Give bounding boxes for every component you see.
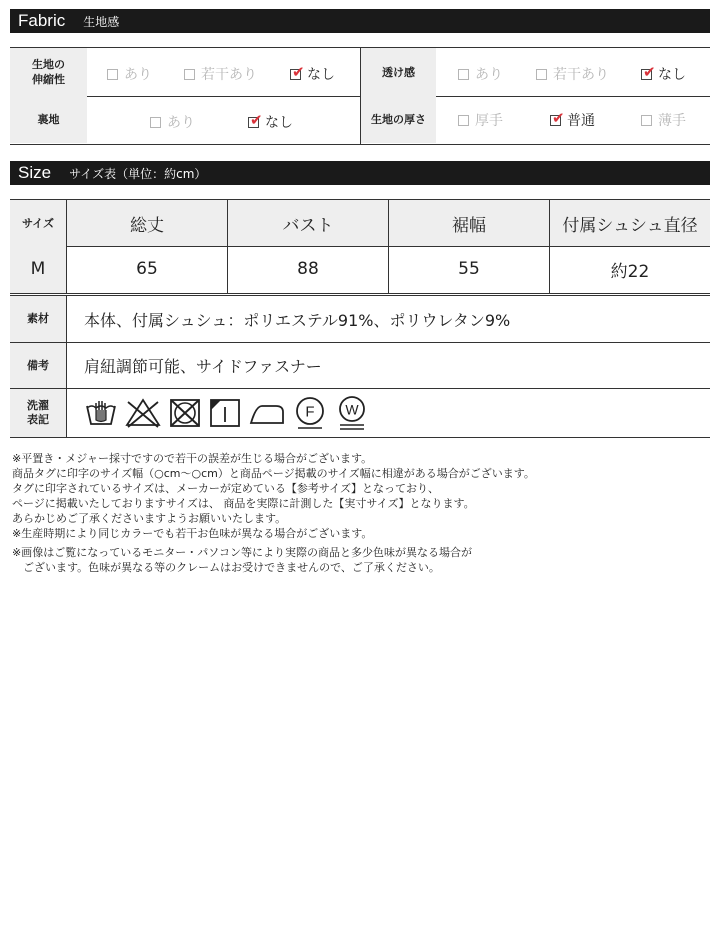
fabric-header-en: Fabric (18, 11, 66, 30)
dry-clean-f-icon (292, 395, 328, 431)
fabric-section-header (10, 9, 710, 33)
note-line: ございます。色味が異なる等のクレームはお受けできませんので、ご了承ください。 (12, 561, 440, 574)
drip-dry-shade-icon (208, 396, 242, 430)
stretch-option-ari: あり (107, 64, 152, 84)
fabric-row-1 (10, 48, 710, 97)
notes-row (10, 343, 710, 389)
material-value: 本体、付属シュシュ：ポリエステル91%、ポリウレタン9% (84, 310, 511, 330)
sheer-label: 透け感 (361, 48, 436, 96)
checkbox-checked-icon (550, 108, 565, 127)
stretch-label: 生地の 伸縮性 (10, 48, 87, 96)
hand-wash-icon (84, 396, 118, 430)
care-icons (67, 389, 710, 437)
checkmark-icon: ✔ (643, 62, 656, 81)
thickness-label: 生地の厚さ (361, 96, 436, 143)
notes-block (12, 451, 535, 575)
lining-option-nashi: ✔ なし (250, 110, 293, 131)
fabric-row-2 (10, 96, 710, 143)
stretch-option-slight: 若干あり (184, 64, 257, 84)
scrunchie-diameter-cell: 約22 (610, 261, 650, 282)
checkbox-icon (458, 115, 469, 126)
note-line: ページに掲載いたしておりますサイズは、 商品を実際に計測した【実寸サイズ】となります。 (12, 497, 475, 510)
checkmark-icon: ✔ (250, 110, 263, 129)
thickness-option-normal: ✔ 普通 (552, 108, 595, 129)
note-line: タグに印字されているサイズは、メーカーが定めている【参考サイズ】となっており、 (12, 482, 440, 495)
table-row (10, 245, 710, 294)
svg-text:W: W (345, 401, 359, 418)
note-line: ※生産時期により同じカラーでも若干お色味が異なる場合がございます。 (12, 527, 373, 540)
stretch-option-nashi: ✔ なし (292, 62, 335, 83)
column-header-size: サイズ (10, 200, 67, 246)
thickness-option-thick: 厚手 (458, 110, 503, 130)
sheer-option-ari: あり (458, 64, 503, 84)
size-table-header (10, 199, 710, 247)
sheer-option-nashi: ✔ なし (643, 62, 686, 83)
care-label: 洗濯 表記 (10, 389, 67, 437)
wet-clean-w-icon (334, 395, 370, 431)
checkbox-icon (458, 69, 469, 80)
note-line: 商品タグに印字のサイズ幅（○cm～○cm）と商品ページ掲載のサイズ幅に相違がある場合がございます。 (12, 467, 535, 480)
lining-option-ari: あり (150, 112, 195, 132)
checkbox-icon (536, 69, 547, 80)
notes-label: 備考 (10, 343, 67, 388)
checkbox-checked-icon (641, 62, 656, 81)
care-row (10, 389, 710, 437)
checkbox-icon (641, 115, 652, 126)
note-line: ※画像はご覧になっているモニター・パソコン等により実際の商品と多少色味が異なる場合が (12, 546, 472, 559)
checkbox-icon (150, 117, 161, 128)
checkbox-checked-icon (248, 110, 263, 129)
column-header-scrunchie-diameter: 付属シュシュ直径 (562, 215, 698, 236)
no-tumble-dry-icon (168, 396, 202, 430)
length-cell: 65 (67, 245, 228, 293)
low-iron-icon (248, 396, 286, 430)
lining-label: 裏地 (10, 96, 87, 143)
fabric-header-jp: 生地感 (83, 14, 120, 29)
material-row (10, 296, 710, 343)
hem-width-cell: 55 (389, 245, 550, 293)
bust-cell: 88 (228, 245, 389, 293)
thickness-option-thin: 薄手 (641, 110, 686, 130)
checkbox-icon (184, 69, 195, 80)
svg-text:F: F (305, 403, 315, 421)
note-line: あらかじめご了承くださいますようお願いいたします。 (12, 512, 287, 525)
info-table (10, 295, 710, 438)
sheer-option-slight: 若干あり (536, 64, 609, 84)
note-line: ※平置き・メジャー採寸ですので若干の誤差が生じる場合がございます。 (12, 452, 373, 465)
column-header-bust: バスト (228, 200, 389, 246)
checkbox-checked-icon (290, 62, 305, 81)
notes-value: 肩紐調節可能、サイドファスナー (84, 357, 322, 376)
size-section-header (10, 161, 710, 185)
fabric-table (10, 47, 710, 145)
size-header-jp: サイズ表（単位：約cm） (69, 166, 207, 181)
checkmark-icon: ✔ (292, 62, 305, 81)
checkbox-icon (107, 69, 118, 80)
size-header-en: Size (18, 163, 52, 182)
checkmark-icon: ✔ (552, 108, 565, 127)
material-label: 素材 (10, 296, 67, 342)
size-cell: M (10, 245, 67, 293)
no-bleach-icon (124, 396, 162, 430)
column-header-hem-width: 裾幅 (389, 200, 550, 246)
column-header-length: 総丈 (67, 200, 228, 246)
